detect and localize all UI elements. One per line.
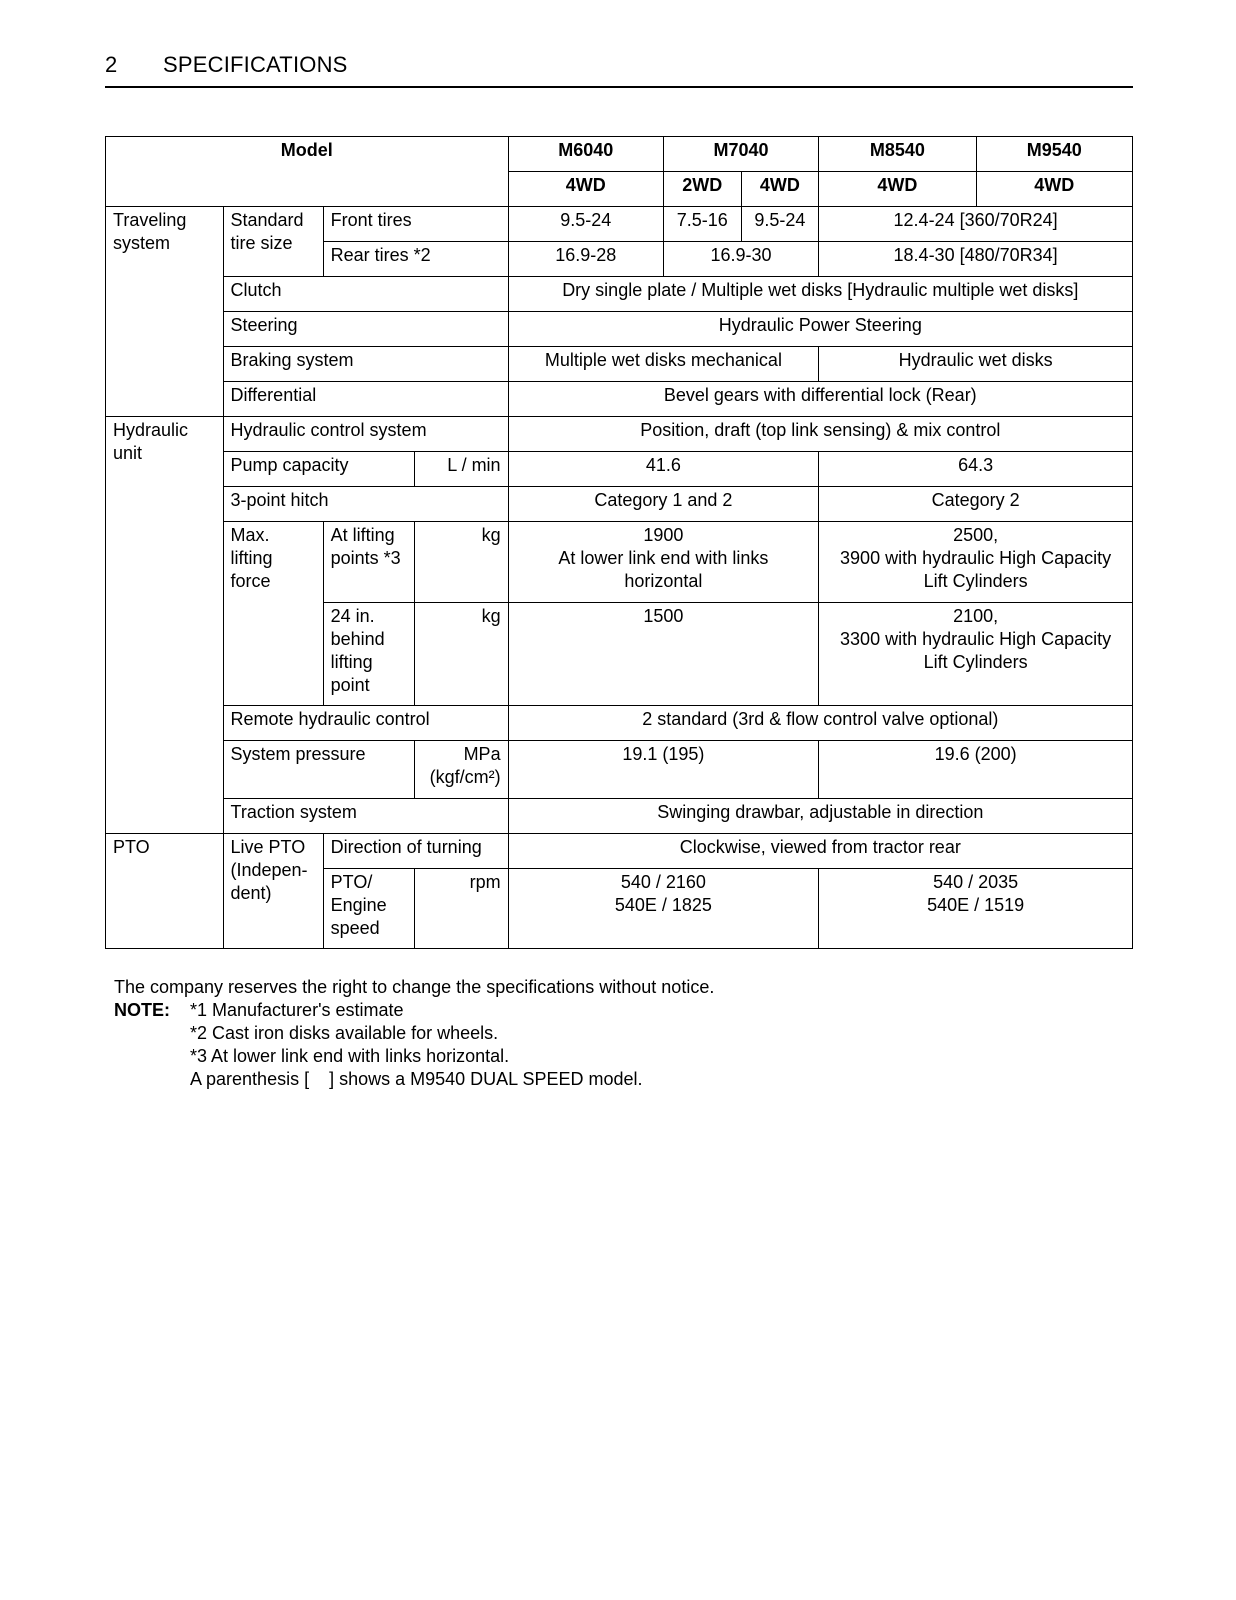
rear-tires-value: 16.9-30: [663, 242, 818, 277]
pto-speed-value: 540 / 2160 540E / 1825: [508, 869, 819, 949]
system-pressure-label: System pressure: [223, 741, 414, 799]
system-pressure-value: 19.6 (200): [819, 741, 1133, 799]
group-traveling-system: Traveling system: [106, 207, 224, 417]
pump-capacity-label: Pump capacity: [223, 452, 414, 487]
pto-speed-value: 540 / 2035 540E / 1519: [819, 869, 1133, 949]
behind-lifting-point-value: 2100, 3300 with hydraulic High Capacity Lift Cylinders: [819, 603, 1133, 706]
group-hydraulic-unit: Hydraulic unit: [106, 417, 224, 834]
model-header: Model: [106, 137, 509, 207]
system-pressure-value: 19.1 (195): [508, 741, 819, 799]
pump-capacity-value: 41.6: [508, 452, 819, 487]
section-title: SPECIFICATIONS: [163, 52, 348, 77]
model-name: M7040: [663, 137, 818, 172]
steering-label: Steering: [223, 312, 508, 347]
braking-value: Multiple wet disks mechanical: [508, 347, 819, 382]
hitch-label: 3-point hitch: [223, 487, 508, 522]
model-name: M9540: [976, 137, 1132, 172]
model-name: M8540: [819, 137, 976, 172]
remote-hydraulic-label: Remote hydraulic control: [223, 706, 508, 741]
note-item: A parenthesis [ ] shows a M9540 DUAL SPEED model.: [190, 1069, 643, 1089]
rear-tires-value: 16.9-28: [508, 242, 663, 277]
max-lifting-force-label: Max. lifting force: [223, 522, 323, 706]
at-lifting-points-label: At lifting points *3: [323, 522, 414, 603]
live-pto-label: Live PTO (Indepen- dent): [223, 834, 323, 949]
behind-lifting-point-label: 24 in. behind lifting point: [323, 603, 414, 706]
direction-value: Clockwise, viewed from tractor rear: [508, 834, 1132, 869]
pump-capacity-unit: L / min: [414, 452, 508, 487]
notes-block: [114, 976, 714, 1091]
group-pto: PTO: [106, 834, 224, 949]
front-tires-value: 9.5-24: [508, 207, 663, 242]
at-lifting-points-unit: kg: [414, 522, 508, 603]
front-tires-value: 12.4-24 [360/70R24]: [819, 207, 1133, 242]
at-lifting-points-value: 1900 At lower link end with links horizontal: [508, 522, 819, 603]
drive-type: 2WD: [663, 172, 741, 207]
front-tires-label: Front tires: [323, 207, 508, 242]
differential-value: Bevel gears with differential lock (Rear): [508, 382, 1132, 417]
pump-capacity-value: 64.3: [819, 452, 1133, 487]
steering-value: Hydraulic Power Steering: [508, 312, 1132, 347]
braking-label: Braking system: [223, 347, 508, 382]
front-tires-value: 7.5-16: [663, 207, 741, 242]
drive-type: 4WD: [741, 172, 819, 207]
behind-lifting-point-unit: kg: [414, 603, 508, 706]
hydraulic-control-value: Position, draft (top link sensing) & mix control: [508, 417, 1132, 452]
rear-tires-label: Rear tires *2: [323, 242, 508, 277]
model-name: M6040: [508, 137, 663, 172]
traction-value: Swinging drawbar, adjustable in direction: [508, 799, 1132, 834]
page-number: 2: [105, 52, 118, 77]
differential-label: Differential: [223, 382, 508, 417]
drive-type: 4WD: [976, 172, 1132, 207]
direction-label: Direction of turning: [323, 834, 508, 869]
note-label: NOTE:: [114, 1000, 170, 1020]
pto-speed-label: PTO/ Engine speed: [323, 869, 414, 949]
traction-label: Traction system: [223, 799, 508, 834]
remote-hydraulic-value: 2 standard (3rd & flow control valve optional): [508, 706, 1132, 741]
rear-tires-value: 18.4-30 [480/70R34]: [819, 242, 1133, 277]
clutch-value: Dry single plate / Multiple wet disks [Hydraulic multiple wet disks]: [508, 277, 1132, 312]
page-header: [105, 50, 1133, 88]
note-item: *1 Manufacturer's estimate: [190, 1000, 404, 1020]
specifications-table: [105, 136, 1133, 949]
front-tires-value: 9.5-24: [741, 207, 819, 242]
drive-type: 4WD: [508, 172, 663, 207]
note-item: *2 Cast iron disks available for wheels.: [190, 1023, 499, 1043]
drive-type: 4WD: [819, 172, 976, 207]
behind-lifting-point-value: 1500: [508, 603, 819, 706]
tire-size-label: Standard tire size: [223, 207, 323, 277]
braking-value: Hydraulic wet disks: [819, 347, 1133, 382]
hitch-value: Category 2: [819, 487, 1133, 522]
note-item: *3 At lower link end with links horizontal.: [190, 1046, 510, 1066]
hydraulic-control-label: Hydraulic control system: [223, 417, 508, 452]
at-lifting-points-value: 2500, 3900 with hydraulic High Capacity Lift Cylinders: [819, 522, 1133, 603]
hitch-value: Category 1 and 2: [508, 487, 819, 522]
system-pressure-unit: MPa (kgf/cm²): [414, 741, 508, 799]
clutch-label: Clutch: [223, 277, 508, 312]
pto-speed-unit: rpm: [414, 869, 508, 949]
reserve-statement: The company reserves the right to change the specifications without notice.: [114, 977, 715, 997]
